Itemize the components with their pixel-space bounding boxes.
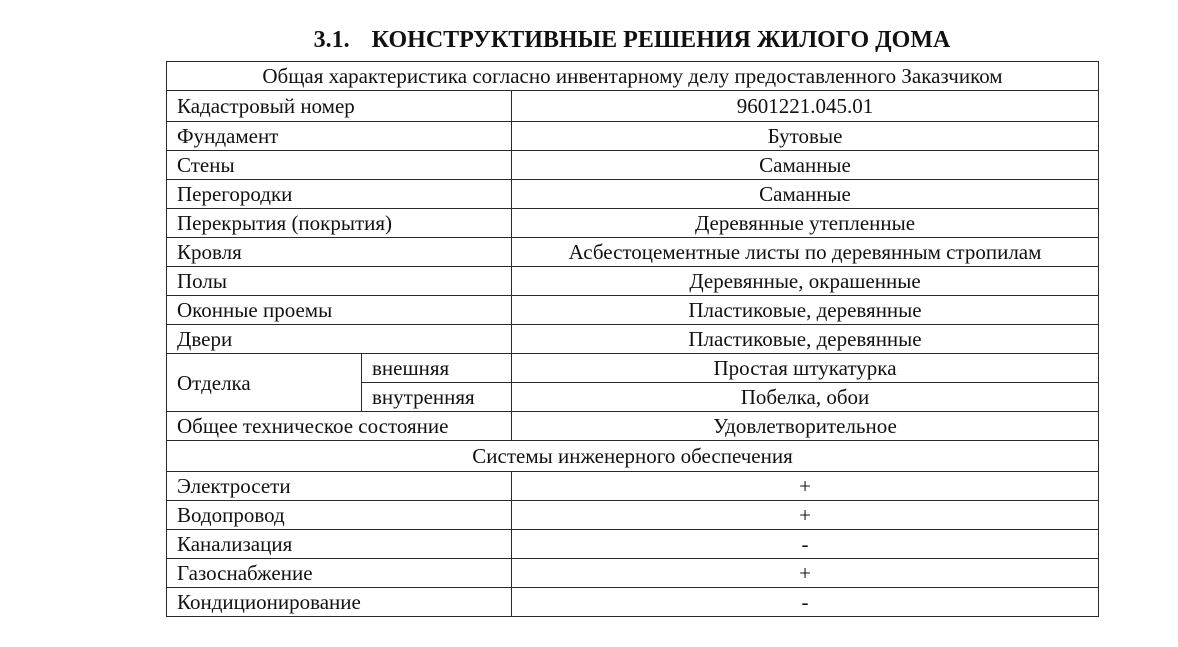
- condition-row: [167, 412, 1099, 441]
- general-header: Общая характеристика согласно инвентарному делу предоставленного Заказчиком: [167, 62, 1099, 91]
- system-label: Газоснабжение: [167, 559, 512, 588]
- construction-table: [166, 61, 1099, 617]
- row-value: Асбестоцементные листы по деревянным стропилам: [512, 238, 1099, 267]
- finish-exterior-label: внешняя: [362, 354, 512, 383]
- condition-value: Удовлетворительное: [512, 412, 1099, 441]
- finish-interior-label: внутренняя: [362, 383, 512, 412]
- row-value: Деревянные, окрашенные: [512, 267, 1099, 296]
- finish-row-exterior: [167, 354, 1099, 383]
- system-value: +: [512, 472, 1099, 501]
- row-value: 9601221.045.01: [512, 91, 1099, 122]
- table-row: [167, 267, 1099, 296]
- system-value: +: [512, 559, 1099, 588]
- system-label: Водопровод: [167, 501, 512, 530]
- system-label: Электросети: [167, 472, 512, 501]
- system-row: [167, 588, 1099, 617]
- row-value: Пластиковые, деревянные: [512, 296, 1099, 325]
- general-header-row: [167, 62, 1099, 91]
- row-label: Кровля: [167, 238, 512, 267]
- row-value: Пластиковые, деревянные: [512, 325, 1099, 354]
- row-label: Перекрытия (покрытия): [167, 209, 512, 238]
- system-value: +: [512, 501, 1099, 530]
- table-row: [167, 180, 1099, 209]
- system-label: Кондиционирование: [167, 588, 512, 617]
- system-value: -: [512, 588, 1099, 617]
- row-value: Деревянные утепленные: [512, 209, 1099, 238]
- system-row: [167, 530, 1099, 559]
- row-label: Оконные проемы: [167, 296, 512, 325]
- finish-label: Отделка: [167, 354, 362, 412]
- section-title: [166, 24, 1098, 56]
- row-label: Полы: [167, 267, 512, 296]
- finish-interior-value: Побелка, обои: [512, 383, 1099, 412]
- row-value: Бутовые: [512, 122, 1099, 151]
- system-row: [167, 559, 1099, 588]
- system-value: -: [512, 530, 1099, 559]
- row-label: Перегородки: [167, 180, 512, 209]
- row-value: Саманные: [512, 151, 1099, 180]
- table-row: [167, 151, 1099, 180]
- table-row: [167, 325, 1099, 354]
- condition-label: Общее техническое состояние: [167, 412, 512, 441]
- systems-header-row: [167, 441, 1099, 472]
- system-label: Канализация: [167, 530, 512, 559]
- systems-header: Системы инженерного обеспечения: [167, 441, 1099, 472]
- section-title-text: КОНСТРУКТИВНЫЕ РЕШЕНИЯ ЖИЛОГО ДОМА: [371, 27, 951, 53]
- section-number: 3.1.: [313, 27, 350, 53]
- table-row: [167, 91, 1099, 122]
- table-row: [167, 296, 1099, 325]
- row-label: Кадастровый номер: [167, 91, 512, 122]
- table-row: [167, 238, 1099, 267]
- row-value: Саманные: [512, 180, 1099, 209]
- system-row: [167, 472, 1099, 501]
- row-label: Двери: [167, 325, 512, 354]
- table-row: [167, 122, 1099, 151]
- row-label: Стены: [167, 151, 512, 180]
- row-label: Фундамент: [167, 122, 512, 151]
- system-row: [167, 501, 1099, 530]
- table-row: [167, 209, 1099, 238]
- finish-exterior-value: Простая штукатурка: [512, 354, 1099, 383]
